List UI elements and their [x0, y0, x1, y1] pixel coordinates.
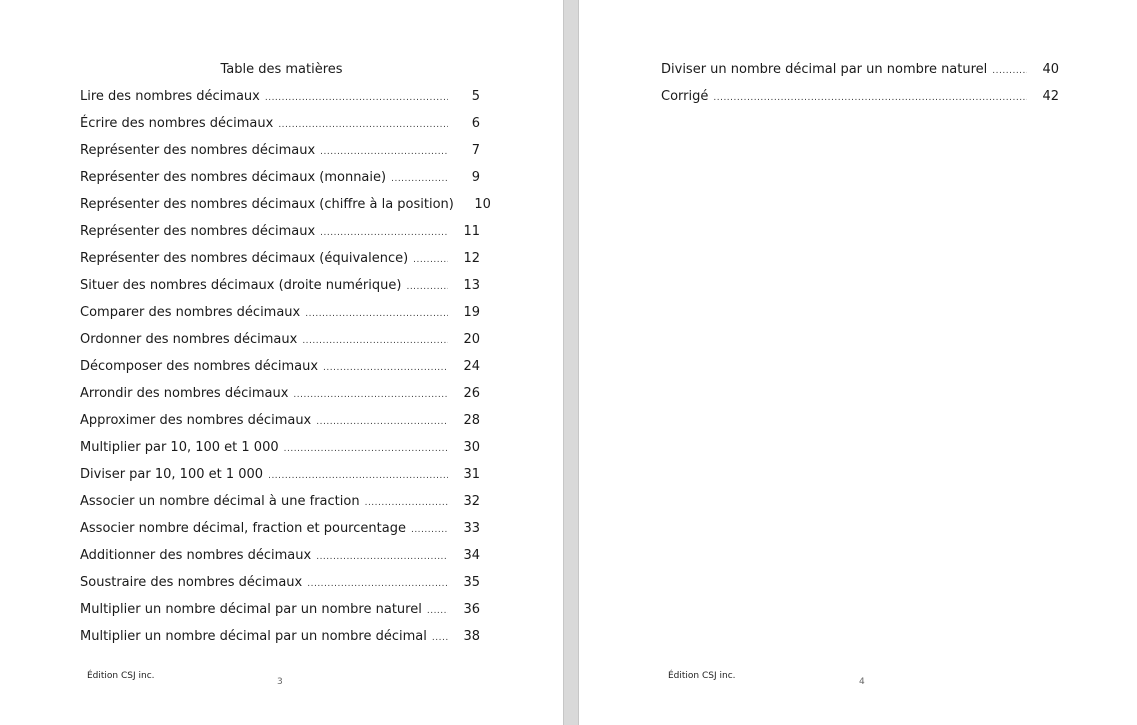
toc-entry	[80, 629, 480, 656]
toc-entry-page: 6	[471, 116, 480, 131]
toc-entry-label: Représenter des nombres décimaux	[80, 143, 316, 158]
page-number: 4	[859, 677, 865, 687]
toc-entry-page: 20	[463, 332, 480, 347]
toc-entry	[80, 548, 480, 575]
toc-entry-page: 5	[471, 89, 480, 104]
toc-entry-label: Lire des nombres décimaux	[80, 89, 260, 104]
toc-entry-page: 40	[1042, 62, 1059, 77]
toc-dot-leader	[302, 336, 448, 346]
toc-entry-label: Représenter des nombres décimaux (chiffre à la position)	[80, 197, 454, 212]
toc-entry	[80, 494, 480, 521]
toc-entry-page: 31	[463, 467, 480, 482]
toc-entry-page: 13	[463, 278, 480, 293]
document-page-4	[579, 0, 1137, 725]
toc-entry-label: Multiplier un nombre décimal par un nombre décimal	[80, 629, 427, 644]
toc-entry-label: Associer un nombre décimal à une fraction	[80, 494, 360, 509]
toc-entry	[80, 602, 480, 629]
toc-entry-page: 19	[463, 305, 480, 320]
toc-dot-leader	[268, 471, 448, 481]
toc-entry-page: 12	[463, 251, 480, 266]
toc-entry-page: 30	[463, 440, 480, 455]
toc-entry-page: 42	[1042, 89, 1059, 104]
toc-entry-label: Situer des nombres décimaux (droite numérique)	[80, 278, 402, 293]
toc-dot-leader	[427, 606, 448, 616]
toc-entry-page: 28	[463, 413, 480, 428]
toc-entry	[80, 359, 480, 386]
toc-entry-label: Représenter des nombres décimaux	[80, 224, 316, 239]
footer-publisher: Édition CSJ inc.	[87, 671, 155, 681]
toc-dot-leader	[284, 444, 448, 454]
toc-entry-page: 9	[471, 170, 480, 185]
toc-entry	[80, 305, 480, 332]
toc-entry-label: Représenter des nombres décimaux (monnaie)	[80, 170, 387, 185]
toc-entry	[80, 143, 480, 170]
toc-entry	[80, 413, 480, 440]
toc-entry-page: 11	[463, 224, 480, 239]
toc-entry-page: 10	[474, 197, 491, 212]
toc-title: Table des matières	[220, 62, 343, 77]
toc-entry	[80, 89, 480, 116]
page-gutter	[563, 0, 579, 725]
toc-entry	[80, 116, 480, 143]
page-number: 3	[277, 677, 283, 687]
toc-entry	[661, 62, 1059, 89]
toc-dot-leader	[307, 579, 448, 589]
toc-entry-page: 24	[463, 359, 480, 374]
toc-entry-label: Corrigé	[661, 89, 709, 104]
toc-entry-label: Écrire des nombres décimaux	[80, 116, 274, 131]
toc-entry-label: Décomposer des nombres décimaux	[80, 359, 319, 374]
toc-entry	[80, 386, 480, 413]
toc-entry-page: 7	[471, 143, 480, 158]
toc-dot-leader	[265, 93, 448, 103]
toc-dot-leader	[293, 390, 448, 400]
toc-dot-leader	[316, 552, 448, 562]
toc-entry-page: 36	[463, 602, 480, 617]
footer-publisher: Édition CSJ inc.	[668, 671, 736, 681]
toc-dot-leader	[391, 174, 448, 184]
toc-dot-leader	[411, 525, 448, 535]
toc-list	[661, 62, 1059, 116]
toc-entry	[80, 440, 480, 467]
toc-dot-leader	[413, 255, 448, 265]
toc-dot-leader	[305, 309, 448, 319]
toc-entry-label: Additionner des nombres décimaux	[80, 548, 312, 563]
toc-entry-label: Multiplier par 10, 100 et 1 000	[80, 440, 279, 455]
toc-entry-label: Approximer des nombres décimaux	[80, 413, 312, 428]
toc-entry	[80, 575, 480, 602]
toc-entry-label: Comparer des nombres décimaux	[80, 305, 301, 320]
toc-entry	[80, 224, 480, 251]
toc-entry	[80, 332, 480, 359]
toc-entry	[80, 197, 491, 224]
toc-dot-leader	[365, 498, 448, 508]
toc-entry-label: Associer nombre décimal, fraction et pourcentage	[80, 521, 406, 536]
toc-entry-page: 32	[463, 494, 480, 509]
toc-entry-label: Ordonner des nombres décimaux	[80, 332, 298, 347]
toc-dot-leader	[323, 363, 448, 373]
toc-entry	[80, 521, 480, 548]
toc-entry-page: 34	[463, 548, 480, 563]
toc-dot-leader	[713, 93, 1027, 103]
toc-dot-leader	[278, 120, 448, 130]
toc-entry-page: 38	[463, 629, 480, 644]
toc-entry	[80, 467, 480, 494]
toc-dot-leader	[316, 417, 448, 427]
toc-entry	[80, 251, 480, 278]
toc-entry-label: Multiplier un nombre décimal par un nombre naturel	[80, 602, 422, 617]
toc-dot-leader	[406, 282, 448, 292]
toc-dot-leader	[320, 147, 448, 157]
toc-list	[80, 89, 491, 656]
toc-entry-page: 26	[463, 386, 480, 401]
toc-entry-label: Diviser par 10, 100 et 1 000	[80, 467, 264, 482]
toc-entry-label: Arrondir des nombres décimaux	[80, 386, 289, 401]
toc-entry	[80, 170, 480, 197]
document-page-3	[0, 0, 563, 725]
toc-entry	[661, 89, 1059, 116]
toc-entry-page: 33	[463, 521, 480, 536]
toc-entry-label: Représenter des nombres décimaux (équivalence)	[80, 251, 409, 266]
toc-entry-label: Soustraire des nombres décimaux	[80, 575, 303, 590]
toc-entry	[80, 278, 480, 305]
toc-dot-leader	[432, 633, 448, 643]
toc-entry-page: 35	[463, 575, 480, 590]
toc-dot-leader	[320, 228, 448, 238]
toc-entry-label: Diviser un nombre décimal par un nombre naturel	[661, 62, 988, 77]
toc-dot-leader	[992, 66, 1027, 76]
